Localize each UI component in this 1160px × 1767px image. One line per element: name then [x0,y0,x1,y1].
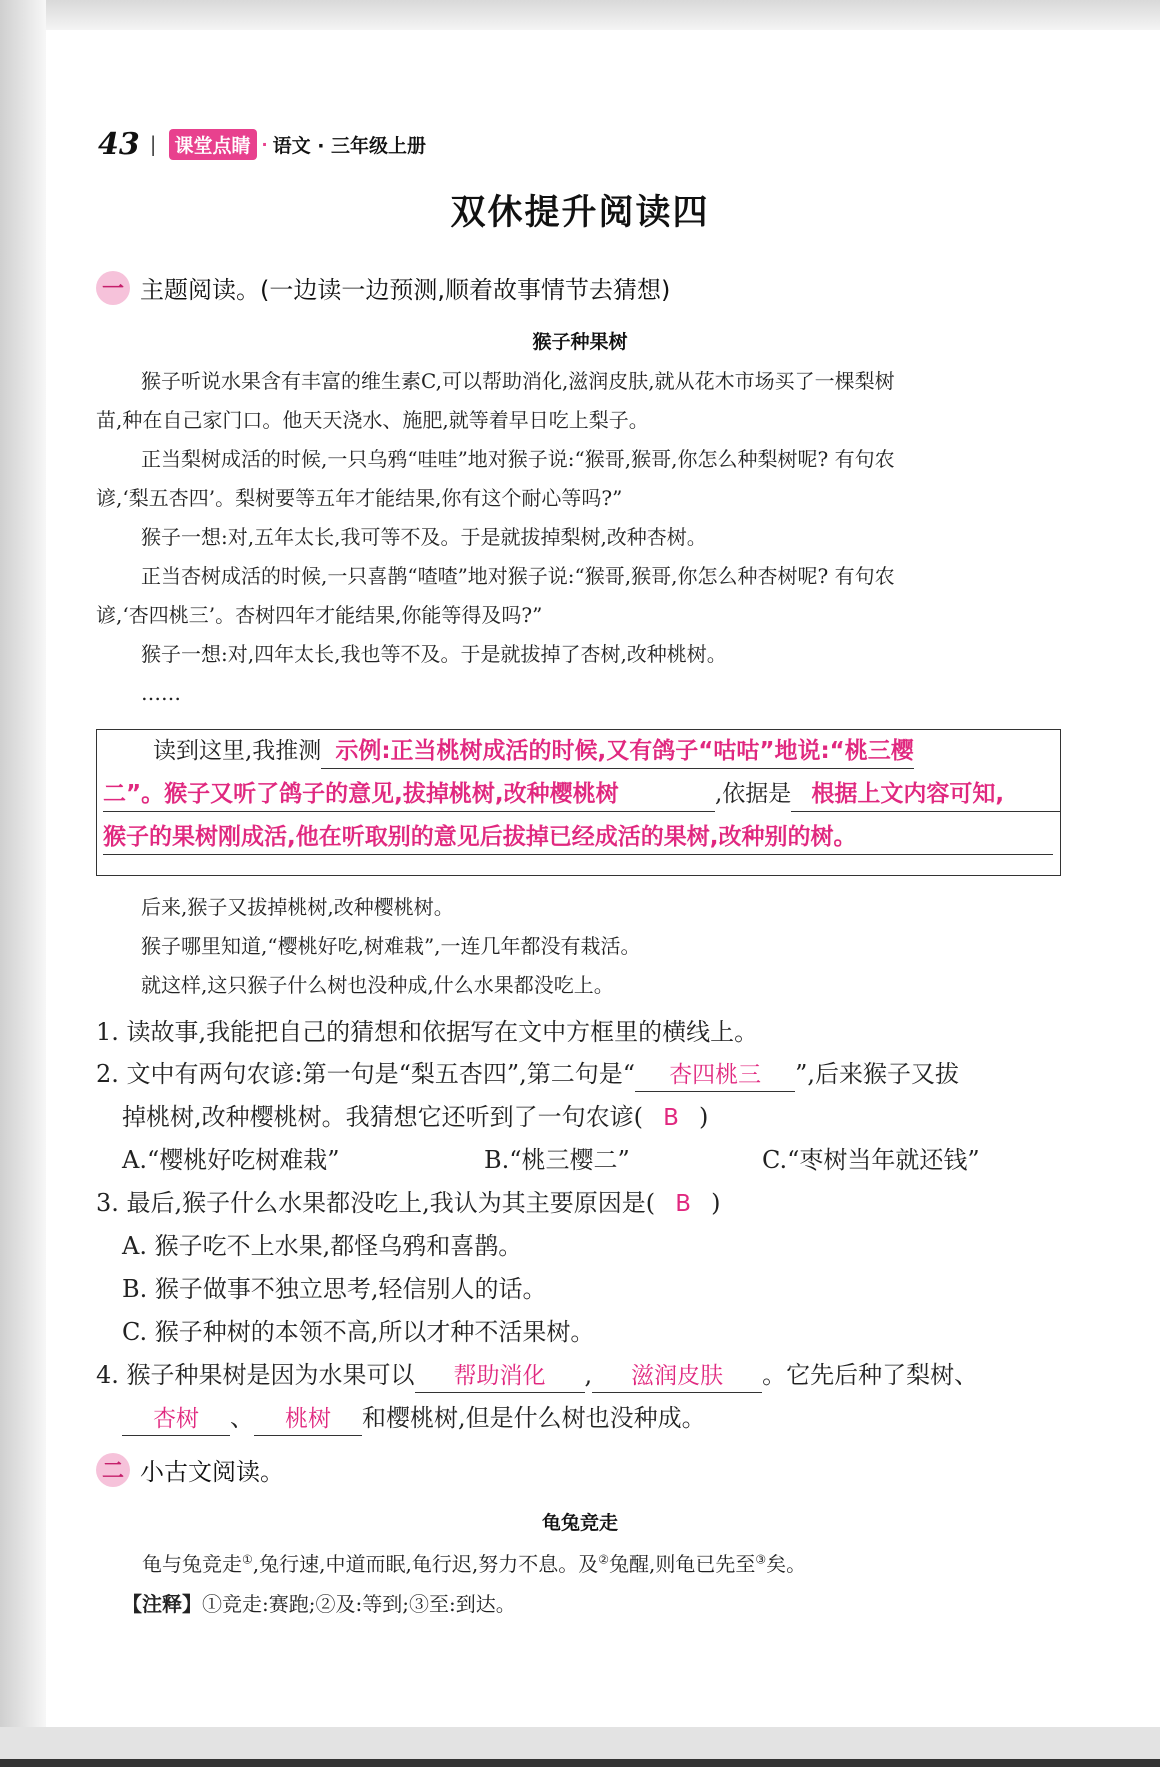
classic-text: 矣。 [766,1552,807,1576]
paragraph-line: 猴子一想:对,四年太长,我也等不及。于是就拔掉了杏树,改种桃树。 [141,642,727,666]
question-text: 。它先后种了梨树、 [762,1361,979,1389]
page-number: 43 [98,126,140,162]
question-1: 1. 读故事,我能把自己的猜想和依据写在文中方框里的横线上。 [96,1018,759,1046]
question-text: ) [699,1103,709,1131]
box-row [103,730,1054,773]
question-4-continued [122,1398,706,1436]
section-number-badge: 二 [96,1453,130,1487]
passage-end [96,888,1066,1005]
paragraph-line: 就这样,这只猴子什么树也没种成,什么水果都没吃上。 [141,973,614,997]
classic-text: 兔醒,则龟已先至 [608,1552,756,1576]
page-header [98,124,426,164]
question-4 [96,1355,978,1393]
header-separator: | [149,132,157,156]
footnote-mark: ③ [755,1552,767,1567]
option-b: B. 猴子做事不独立思考,轻信别人的话。 [122,1275,547,1303]
choice-answer: B [675,1191,692,1217]
paragraph-line: 猴子听说水果含有丰富的维生素C,可以帮助消化,滋润皮肤,就从花木市场买了一棵梨树 [141,369,895,393]
classic-passage-text [142,1548,806,1577]
passage-title: 猴子种果树 [532,331,628,353]
option-c: C.“枣树当年就还钱” [762,1146,980,1174]
section-two-heading [96,1452,284,1487]
paragraph-line: 苗,种在自己家门口。他天天浇水、施肥,就等着早日吃上梨子。 [96,408,649,432]
paragraph-line: 谚,‘梨五杏四’。梨树要等五年才能结果,你有这个耐心等吗?” [96,486,623,510]
question-text: , [584,1361,593,1389]
answer-blank: 滋润皮肤 [592,1360,762,1393]
question-2 [96,1054,959,1092]
classic-passage-title: 龟兔竞走 [541,1512,618,1534]
footnote-mark: ① [242,1552,253,1567]
section-number-badge: 一 [96,271,130,305]
box-lead: 读到这里,我推测 [153,738,322,764]
header-subject: 语文 · 三年级上册 [272,134,427,157]
prediction-answer-line-2: 二”。猴子又听了鸽子的意见,拔掉桃树,改种樱桃树 [103,777,715,812]
classic-notes [122,1588,516,1617]
option-c: C. 猴子种树的本领不高,所以才种不活果树。 [122,1318,595,1346]
section-heading-text: 主题阅读。(一边读一边预测,顺着故事情节去猜想) [140,276,671,304]
basis-label: ,依据是 [715,781,792,807]
page-top-shadow [0,0,1160,30]
paragraph-line: 猴子哪里知道,“樱桃好吃,树难栽”,一连几年都没有栽活。 [141,934,641,958]
basis-answer-line-2: 猴子的果树刚成活,他在听取别的意见后拔掉已经成活的果树,改种别的树。 [103,820,1053,855]
question-text: 3. 最后,猴子什么水果都没吃上,我认为其主要原因是( [96,1189,656,1217]
question-text: 2. 文中有两句农谚:第一句是“梨五杏四”,第二句是“ [96,1060,636,1088]
page-left-shadow [0,0,46,1767]
section-one-heading [96,270,670,305]
question-3 [96,1183,721,1218]
question-text: 4. 猴子种果树是因为水果可以 [96,1361,415,1389]
passage-body [96,362,1066,713]
classic-text: ,兔行速,中道而眠,龟行迟,努力不息。及 [252,1552,599,1576]
header-dot: · [261,134,268,154]
choice-answer: B [663,1105,679,1131]
footnote-mark: ② [598,1552,609,1567]
paragraph-line: 正当杏树成活的时候,一只喜鹊“喳喳”地对猴子说:“猴哥,猴哥,你怎么种杏树呢? 有句农 [141,564,895,588]
notes-label: 【注释】 [122,1592,202,1616]
question-text: 掉桃树,改种樱桃树。我猜想它还听到了一句农谚( [122,1103,643,1131]
brand-badge: 课堂点睛 [169,129,257,160]
answer-blank: 杏树 [122,1403,230,1436]
question-text: 、 [230,1404,254,1432]
option-a: A. 猴子吃不上水果,都怪乌鸦和喜鹊。 [122,1232,523,1260]
section-heading-text: 小古文阅读。 [140,1458,284,1486]
question-text: ) [711,1189,721,1217]
answer-blank: 杏四桃三 [635,1059,795,1092]
paragraph-line: 正当梨树成活的时候,一只乌鸦“哇哇”地对猴子说:“猴哥,猴哥,你怎么种梨树呢? 有句农 [141,447,895,471]
paragraph-line: 猴子一想:对,五年太长,我可等不及。于是就拔掉梨树,改种杏树。 [141,525,707,549]
question-text: ”,后来猴子又拔 [795,1060,959,1088]
ellipsis: …… [141,681,181,705]
question-2-continued [122,1097,708,1132]
paragraph-line: 谚,‘杏四桃三’。杏树四年才能结果,你能等得及吗?” [96,603,543,627]
classic-text: 龟与兔竞走 [142,1552,242,1576]
prediction-answer-line-1: 示例:正当桃树成活的时候,又有鸽子“咕咕”地说:“桃三樱 [321,734,913,769]
paragraph-line: 后来,猴子又拔掉桃树,改种樱桃树。 [141,895,454,919]
basis-answer-line-1: 根据上文内容可知, [791,777,1061,812]
page-title: 双休提升阅读四 [450,193,710,233]
page-bottom-edge [0,1727,1160,1767]
answer-blank: 帮助消化 [415,1360,585,1393]
option-a: A.“樱桃好吃树难栽” [122,1146,340,1174]
notes-text: ①竞走:赛跑;②及:等到;③至:到达。 [202,1592,516,1616]
prediction-box [96,729,1061,876]
question-text: 和樱桃树,但是什么树也没种成。 [362,1404,706,1432]
box-row [103,816,1054,859]
box-row [103,773,1054,816]
answer-blank: 桃树 [254,1403,362,1436]
option-b: B.“桃三樱二” [484,1146,630,1174]
